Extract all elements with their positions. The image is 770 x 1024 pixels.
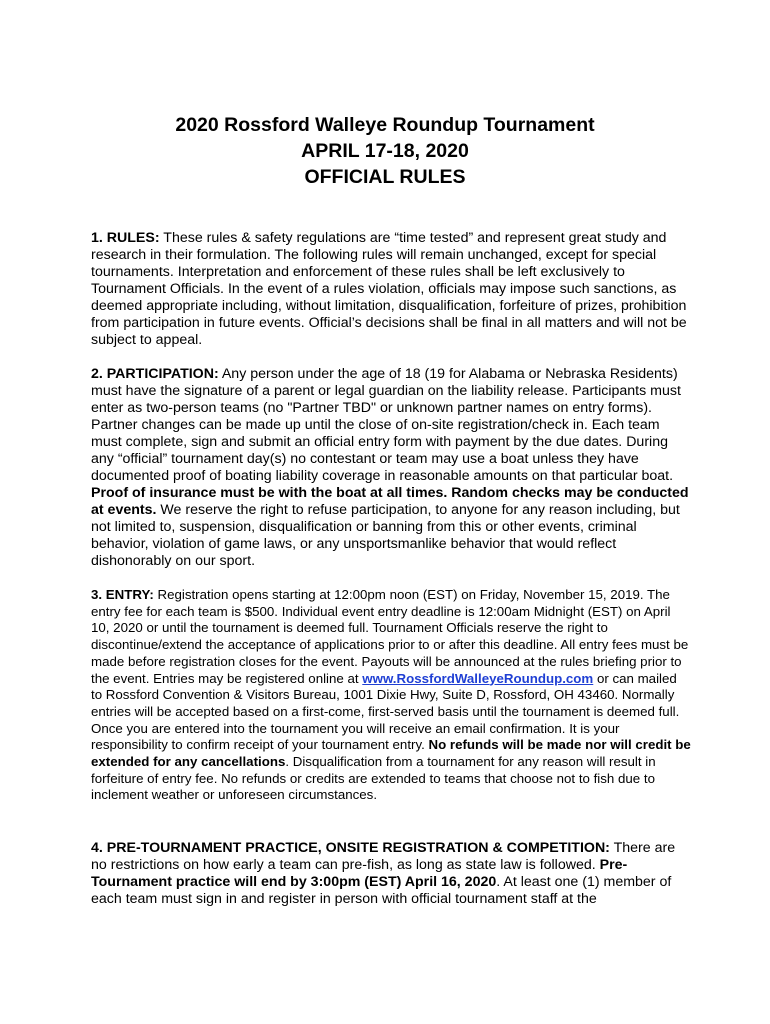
document-header	[0, 112, 770, 190]
rules-title: OFFICIAL RULES	[304, 166, 466, 188]
tournament-dates: APRIL 17-18, 2020	[301, 140, 469, 162]
section-practice-text-cont: . At least one (1) member of each team must sign in and register in person with official tournament staff at the	[91, 874, 672, 908]
section-practice-text: There are no restrictions on how early a team can pre-fish, as long as state law is followed.	[91, 840, 676, 874]
section-rules	[91, 230, 691, 349]
section-rules-heading: 1. RULES:	[91, 230, 160, 246]
document-body	[91, 230, 691, 908]
insurance-notice: Proof of insurance must be with the boat at all times. Random checks may be conducted at events.	[91, 485, 689, 518]
section-practice-heading: 4. PRE-TOURNAMENT PRACTICE, ONSITE REGISTRATION & COMPETITION:	[91, 840, 610, 857]
section-entry-text-cont: or can mailed to Rossford Convention & Visitors Bureau, 1001 Dixie Hwy, Suite D, Rossford, OH 43460. Normally entries will be accepted based on a first-come, first-served basis until the tournament is deemed full. Once you are entered into the tournament you will receive an email confirmation. It is your responsibility to confirm receipt of your tournament entry.	[91, 670, 680, 753]
section-rules-text: These rules & safety regulations are “time tested” and represent great study and research in their formulation. The following rules will remain unchanged, except for special tournaments. Interpretation and enforcement of these rules shall be left exclusively to Tournament Officials. In the event of a rules violation, officials may impose such sanctions, as deemed appropriate including, without limitation, disqualification, forfeiture of prizes, prohibition from participation in future events. Official’s decisions shall be final in all matters and will not be subject to appeal.	[91, 230, 687, 348]
section-entry	[91, 587, 691, 804]
section-practice	[91, 840, 691, 908]
section-participation-text-cont: We reserve the right to refuse participation, to anyone for any reason including, but not limited to, suspension, disqualification or banning from this or other events, criminal behavior, violation of game laws, or any unsportsmanlike behavior that would reflect dishonorably on our sport.	[91, 502, 680, 569]
tournament-title: 2020 Rossford Walleye Roundup Tournament	[175, 114, 595, 136]
tournament-website-link[interactable]: www.RossfordWalleyeRoundup.com	[362, 670, 594, 686]
section-participation-heading: 2. PARTICIPATION:	[91, 366, 219, 382]
section-participation-text: Any person under the age of 18 (19 for Alabama or Nebraska Residents) must have the signature of a parent or legal guardian on the liability release. Participants must enter as two-person teams (no "Partner TBD" or unknown partner names on entry forms). Partner changes can be made up until the close of on-site registration/check in. Each team must complete, sign and submit an official entry form with payment by the due dates. During any “official” tournament day(s) no contestant or team may use a boat unless they have documented proof of boating liability coverage in reasonable amounts on that particular boat.	[91, 366, 681, 484]
section-entry-heading: 3. ENTRY:	[91, 587, 154, 602]
section-participation	[91, 366, 691, 570]
section-entry-text-end: . Disqualification from a tournament for any reason will result in forfeiture of entry fee. No refunds or credits are extended to teams that choose not to fish due to inclement weather or unforeseen circumstances.	[91, 754, 656, 803]
practice-deadline-notice: Pre-Tournament practice will end by 3:00pm (EST) April 16, 2020	[91, 857, 628, 891]
refund-notice: No refunds will be made nor will credit be extended for any cancellations	[91, 737, 691, 770]
section-entry-text: Registration opens starting at 12:00pm noon (EST) on Friday, November 15, 2019. The entry fee for each team is $500. Individual event entry deadline is 12:00am Midnight (EST) on April 10, 2020 or until the tournament is deemed full. Tournament Officials reserve the right to discontinue/extend the acceptance of applications prior to or after this deadline. All entry fees must be made before registration closes for the event. Payouts will be announced at the rules briefing prior to the event. Entries may be registered online at	[91, 587, 689, 686]
